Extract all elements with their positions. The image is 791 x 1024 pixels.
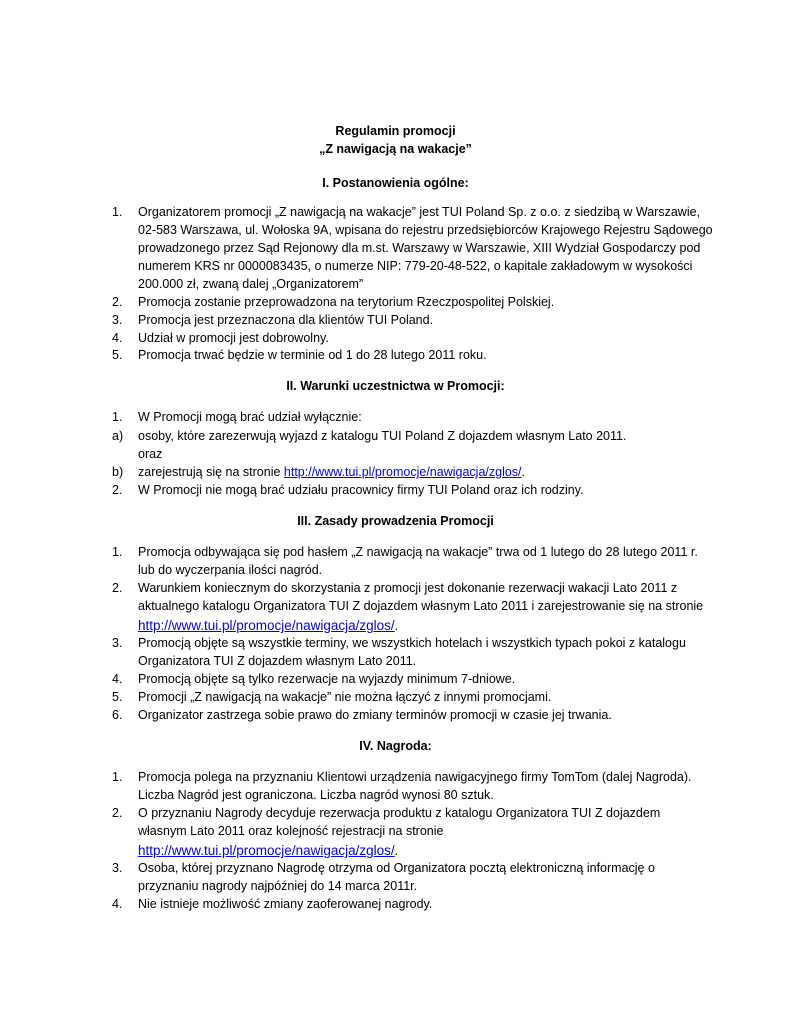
item-text: zarejestrują się na stronie (138, 465, 284, 479)
item-text: . (394, 844, 399, 858)
list-marker: 2. (112, 483, 123, 497)
item-text: . (521, 465, 526, 479)
list-marker: b) (112, 465, 124, 479)
registration-link[interactable]: http://www.tui.pl/promocje/nawigacja/zglos/ (138, 843, 395, 858)
registration-link[interactable]: http://www.tui.pl/promocje/nawigacja/zglos/ (283, 465, 522, 479)
list-marker: 5. (112, 348, 123, 362)
item-text: własnym Lato 2011 oraz kolejność rejestracji na stronie (138, 824, 444, 838)
list-marker: 1. (112, 545, 123, 559)
item-text: Osoba, której przyznano Nagrodę otrzyma od Organizatora pocztą elektroniczną informację o (138, 861, 655, 875)
list-marker: 2. (112, 806, 123, 820)
section-heading: II. Warunki uczestnictwa w Promocji: (286, 379, 505, 393)
registration-link[interactable]: http://www.tui.pl/promocje/nawigacja/zglos/ (138, 618, 395, 633)
item-text: 200.000 zł, zwaną dalej „Organizatorem” (138, 277, 364, 291)
item-text: Organizator zastrzega sobie prawo do zmiany terminów promocji w czasie jej trwania. (138, 708, 612, 722)
item-text: Promocją objęte są wszystkie terminy, we wszystkich hotelach i wszystkich typach pokoi z katalogu (138, 636, 686, 650)
list-marker: 1. (112, 205, 123, 219)
list-marker: a) (112, 429, 124, 443)
item-text: Liczba Nagród jest ograniczona. Liczba nagród wynosi 80 sztuk. (138, 788, 494, 802)
item-text: Promocja zostanie przeprowadzona na terytorium Rzeczpospolitej Polskiej. (138, 295, 555, 309)
item-text: 02-583 Warszawa, ul. Wołoska 9A, wpisana do rejestru przedsiębiorców Krajowego Rejestru Sądowego (138, 223, 713, 237)
item-text: Nie istnieje możliwość zmiany zaoferowanej nagrody. (138, 897, 433, 911)
item-text: W Promocji nie mogą brać udziału pracownicy firmy TUI Poland oraz ich rodziny. (138, 483, 584, 497)
item-text: Promocja polega na przyznaniu Klientowi urządzenia nawigacyjnego firmy TomTom (dalej Nagroda). (138, 770, 692, 784)
item-text: przyznaniu nagrody najpóźniej do 14 marca 2011r. (138, 879, 418, 893)
item-text: oraz (138, 447, 163, 461)
item-text: Promocją objęte są tylko rezerwacje na wyjazdy minimum 7-dniowe. (138, 672, 516, 686)
section-heading: I. Postanowienia ogólne: (322, 176, 469, 190)
item-text: O przyznaniu Nagrody decyduje rezerwacja produktu z katalogu Organizatora TUI Z dojazdem (138, 806, 661, 820)
item-text: Organizatorem promocji „Z nawigacją na wakacje” jest TUI Poland Sp. z o.o. z siedzibą w Warszawie, (138, 205, 701, 219)
item-text: lub do wyczerpania ilości nagród. (138, 563, 323, 577)
item-text: Organizatora TUI Z dojazdem własnym Lato 2011. (138, 654, 417, 668)
list-marker: 3. (112, 313, 123, 327)
item-text: Warunkiem koniecznym do skorzystania z promocji jest dokonanie rezerwacji wakacji Lato 2011 z (138, 581, 678, 595)
list-marker: 1. (112, 770, 123, 784)
item-text: W Promocji mogą brać udział wyłącznie: (138, 410, 362, 424)
item-text: . (394, 619, 399, 633)
item-text: Promocja trwać będzie w terminie od 1 do 28 lutego 2011 roku. (138, 348, 487, 362)
item-text: Promocja jest przeznaczona dla klientów TUI Poland. (138, 313, 434, 327)
item-text: numerem KRS nr 0000083435, o numerze NIP: 779-20-48-522, o kapitale zakładowym w wysokości (138, 259, 693, 273)
item-text: Promocji „Z nawigacją na wakacje” nie można łączyć z innymi promocjami. (138, 690, 552, 704)
list-marker: 4. (112, 897, 123, 911)
item-text: osoby, które zarezerwują wyjazd z katalogu TUI Poland Z dojazdem własnym Lato 2011. (138, 429, 627, 443)
section-heading: III. Zasady prowadzenia Promocji (297, 514, 494, 528)
list-marker: 4. (112, 331, 123, 345)
list-marker: 6. (112, 708, 123, 722)
promotion-name: „Z nawigacją na wakacje” (319, 142, 472, 156)
list-marker: 2. (112, 295, 123, 309)
list-marker: 3. (112, 861, 123, 875)
list-marker: 3. (112, 636, 123, 650)
list-marker: 2. (112, 581, 123, 595)
list-marker: 1. (112, 410, 123, 424)
item-text: prowadzonego przez Sąd Rejonowy dla m.st. Warszawy w Warszawie, XIII Wydział Gospodarczy pod (138, 241, 701, 255)
list-marker: 5. (112, 690, 123, 704)
item-text: Promocja odbywająca się pod hasłem „Z nawigacją na wakacje” trwa od 1 lutego do 28 lutego 2011 r. (138, 545, 698, 559)
list-marker: 4. (112, 672, 123, 686)
section-heading: IV. Nagroda: (359, 739, 432, 753)
document-title: Regulamin promocji (335, 124, 456, 138)
item-text: aktualnego katalogu Organizatora TUI Z dojazdem własnym Lato 2011 i zarejestrowanie się na stronie (138, 599, 704, 613)
item-text: Udział w promocji jest dobrowolny. (138, 331, 329, 345)
